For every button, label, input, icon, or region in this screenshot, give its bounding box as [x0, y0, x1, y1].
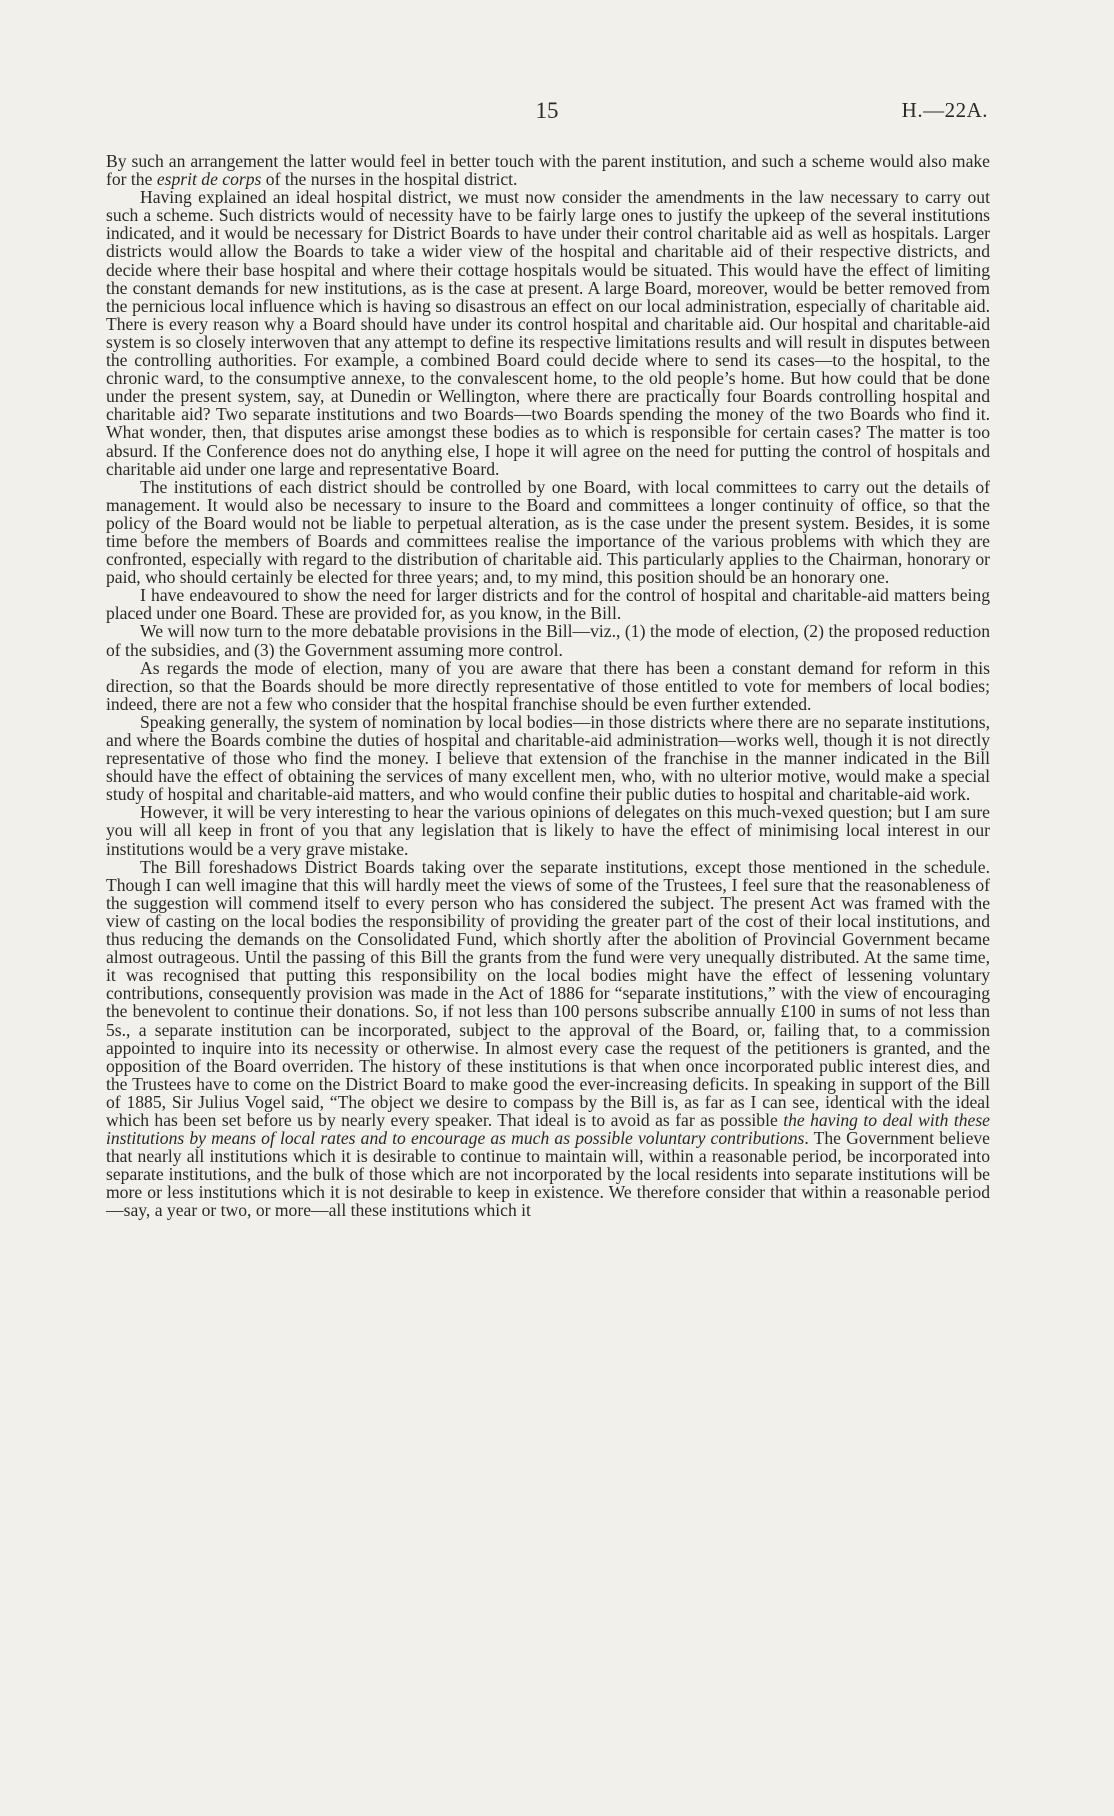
paragraph-opinions [106, 803, 990, 857]
paragraph-ideal-district [106, 188, 990, 478]
text-run: However, it will be very interesting to hear the various opinions of delegates on this much-vexed question; but I am sure you will all keep in front of you that any legislation that is likely to have the effect of minimising local interest in our institutions would be a very grave mistake. [106, 802, 990, 859]
page-number: 15 [535, 98, 559, 123]
paragraph-institutions-board [106, 478, 990, 587]
text-run: Speaking generally, the system of nomination by local bodies—in those districts where there are no separate institutions, and where the Boards combine the duties of hospital and charitable-aid administration—works well, though it is not directly representative of those who find the money. I believe that extension of the franchise in the manner indicated in the Bill should have the effect of obtaining the services of many excellent men, who, with no ulterior motive, would make a special study of hospital and charitable-aid matters, and who would confine their public duties to hospital and charitable-aid work. [106, 711, 990, 805]
italic-text: esprit de corps [156, 169, 262, 190]
page-header [106, 98, 988, 128]
text-run: . The Government believe that nearly all institutions which it is desirable to continue to maintain will, within a reasonable period, be incorporated into separate institutions, and the bulk of those which are not incorporated by the local residents into separate institutions will be more or less institutions which it is not desirable to keep in existence. We therefore consider that within a reasonable period—say, a year or two, or more—all these institutions which it [106, 1128, 990, 1221]
paragraph-endeavoured [106, 586, 990, 622]
paragraph-mode-election [106, 659, 990, 713]
text-run: of the nurses in the hospital district. [261, 169, 518, 190]
text-run: The Bill foreshadows District Boards taking over the separate institutions, except those mentioned in the schedule. Though I can well imagine that this will hardly meet the views of some of the Trustees, I feel sure that the reasonableness of the suggestion will commend itself to every person who has considered the subject. The present Act was framed with the view of casting on the local bodies the responsibility of providing the greater part of the cost of their local institutions, and thus reducing the demands on the Consolidated Fund, which shortly after the abolition of Provincial Government became almost outrageous. Until the passing of this Bill the grants from the fund were very unequally distributed. At the same time, it was recognised that putting this responsibility on the local bodies might have the effect of lessening voluntary contributions, consequently provision was made in the Act of 1886 for “separate institutions,” with the view of encouraging the benevolent to continue their donations. So, if not less than 100 persons subscribe annually £100 in sums of not less than 5s., a separate institution can be incorporated, subject to the approval of the Board, or, failing that, to a commission appointed to inquire into its necessity or otherwise. In almost every case the request of the petitioners is granted, and the opposition of the Board overriden. The history of these institutions is that when once incorporated public interest dies, and the Trustees have to come on the District Board to make good the ever-increasing deficits. In speaking in support of the Bill of 1885, Sir Julius Vogel said, “The object we desire to compass by the Bill is, as far as I can see, identical with the ideal which has been set before us by nearly every speaker. That ideal is to avoid as far as possible [106, 856, 990, 1130]
document-reference: H.—22A. [901, 98, 988, 122]
body-text [106, 152, 990, 1220]
text-run: Having explained an ideal hospital district, we must now consider the amendments in the law necessary to carry out such a scheme. Such districts would of necessity have to be fairly large ones to justify the upkeep of the several institutions indicated, and it would be necessary for District Boards to have under their control charitable aid as well as hospitals. Larger districts would allow the Boards to take a wider view of the hospital and charitable aid of their respective districts, and decide where their base hospital and where their cottage hospitals would be situated. This would have the effect of limiting the constant demands for new institutions, as is the case at present. A large Board, moreover, would be better removed from the pernicious local influence which is having so disastrous an effect on our local administration, especially of charitable aid. There is every reason why a Board should have under its control hospital and charitable aid. Our hospital and charitable-aid system is so closely interwoven that any attempt to define its respective limitations results and will result in disputes between the controlling authorities. For example, a combined Board could decide where to send its cases—to the hospital, to the chronic ward, to the consumptive annexe, to the convalescent home, to the old people’s home. But how could that be done under the present system, say, at Dunedin or Wellington, where there are practically four Boards controlling hospital and charitable aid? Two separate institutions and two Boards—two Boards spending the money of the two Boards who find it. What wonder, then, that disputes arise amongst these bodies as to which is responsible for certain cases? The matter is too absurd. If the Conference does not do anything else, I hope it will agree on the need for putting the control of hospitals and charitable aid under one large and representative Board. [106, 187, 990, 479]
italic-text: the having to deal with these institutions by means of local rates and to encourage as much as possible voluntary contributions [106, 1109, 990, 1149]
paragraph-arrangement [106, 152, 990, 188]
paragraph-debatable [106, 622, 990, 658]
text-run: As regards the mode of election, many of you are aware that there has been a constant demand for reform in this direction, so that the Boards should be more directly representative of those entitled to vote for members of local bodies; indeed, there are not a few who consider that the hospital franchise should be even further extended. [106, 657, 990, 714]
text-run: By such an arrangement the latter would feel in better touch with the parent institution, and such a scheme would also make for the [106, 151, 990, 190]
text-run: I have endeavoured to show the need for larger districts and for the control of hospital and charitable-aid matters being placed under one Board. These are provided for, as you know, in the Bill. [106, 585, 990, 624]
text-run: We will now turn to the more debatable provisions in the Bill—viz., (1) the mode of election, (2) the proposed reduction of the subsidies, and (3) the Government assuming more control. [106, 621, 990, 660]
paragraph-bill-foreshadows [106, 858, 990, 1220]
paragraph-nomination [106, 713, 990, 803]
text-run: The institutions of each district should be controlled by one Board, with local committees to carry out the details of management. It would also be necessary to insure to the Board and committees a longer continuity of office, so that the policy of the Board would not be liable to perpetual alteration, as is the case under the present system. Besides, it is some time before the members of Boards and committees realise the importance of the various problems with which they are confronted, especially with regard to the distribution of charitable aid. This particularly applies to the Chairman, honorary or paid, who should certainly be elected for three years; and, to my mind, this position should be an honorary one. [106, 476, 990, 588]
